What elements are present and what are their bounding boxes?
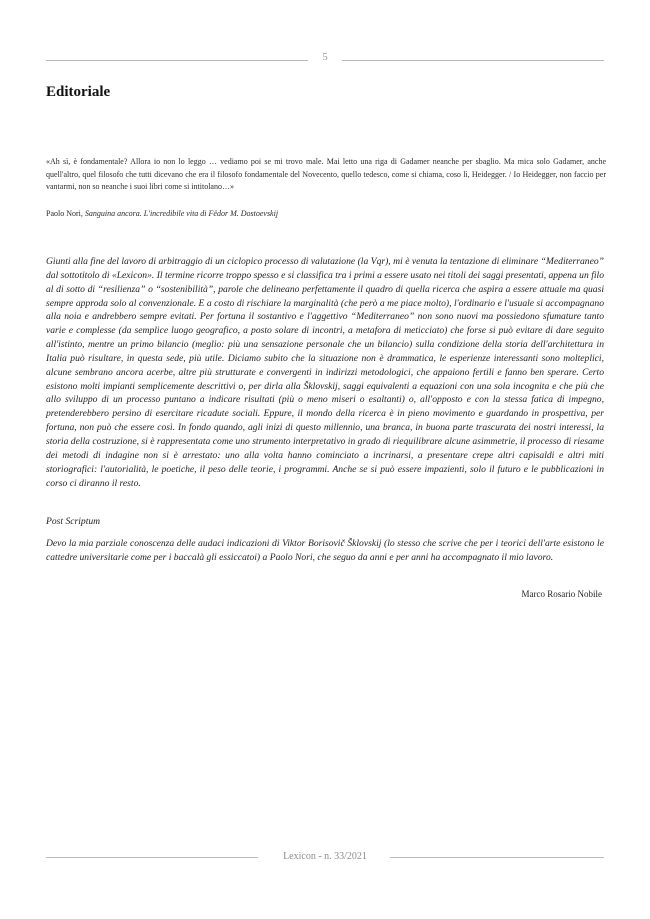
header-rule-right [342,60,604,61]
postscript-text: Devo la mia parziale conoscenza delle audaci indicazioni di Viktor Borisovič Šklovskij (lo stesso che scrive che per i teorici dell'arte esistono le cattedre universitarie come per i baccalà gli essiccatoi) a Paolo Nori, che seguo da anni e per anni ha accompagnato il mio lavoro. [46,538,604,563]
page-number: 5 [322,51,328,63]
postscript-heading: Post Scriptum [46,516,101,527]
page-title: Editoriale [46,84,111,100]
footer-journal-issue: Lexicon - n. 33/2021 [283,851,367,862]
footer-rule-left [46,857,258,858]
author-signature: Marco Rosario Nobile [521,589,602,599]
epigraph-book-title: Sanguina ancora. L'incredibile vita di Fëdor M. Dostoevskij [84,209,279,218]
epigraph-quote: «Ah sì, è fondamentale? Allora io non lo leggo … vediamo poi se mi trovo male. Mai letto una riga di Gadamer neanche per sbaglio. Ma mica solo Gadamer, anche quell'altro, quel filosofo che tutti dicevano che era il filosofo fondamentale del Novecento, quello tedesco, come si chiama, coso lì, Heidegger. / Io Heidegger, non faccio per vantarmi, non so neanche i suoi libri come si intitolano…» [46,157,606,191]
epigraph-source [46,208,606,219]
epigraph-author: Paolo Nori, [46,209,85,218]
editorial-body: Giunti alla fine del lavoro di arbitraggio di un ciclopico processo di valutazione (la Vqr), mi è venuta la tentazione di eliminare “Mediterraneo” dal sottotitolo di «Lexicon». Il termine ricorre troppo spesso e si classifica tra i primi a essere usato nei titoli dei saggi presentati, appena un filo al di sotto di “resilienza” o “sostenibilità”, parole che delineano perfettamente il quadro di quella ricerca che aspira a essere attuale ma quasi sempre approda solo al convenzionale. E a costo di rischiare la marginalità (che però a me piace molto), l'ordinario e l'usuale si accompagnano alla noia e andrebbero sempre evitati. Per fortuna il sostantivo e l'aggettivo “Mediterraneo” non sono nuovi ma possiedono sfumature tanto varie e complesse (da semplice luogo geografico, a posto solare di incontri, a metafora di meticciato) che forse si può evitare di dare seguito all'istinto, mentre un primo bilancio (meglio: più una sensazione personale che un bilancio) sulla condizione della storia dell'architettura in Italia può risultare, in questa sede, più utile. Diciamo subito che la situazione non è drammatica, le esperienze interessanti sono molteplici, alcune sembrano ancora acerbe, altre più strutturate e convergenti in indirizzi metodologici, che appaiono fertili e fanno ben sperare. Certo esistono molti impianti semplicemente descrittivi o, per dirla alla Šklovskij, saggi equivalenti a equazioni con una sola incognita e che più che allo sviluppo di un processo puntano a indicare risultati (più o meno miseri o esaltanti) o, all'opposto e con la stessa fatica di impegno, pretenderebbero persino di esercitare ricadute sociali. Eppure, il mondo della ricerca è in pieno movimento e guardando in prospettiva, per fortuna, non può che essere così. In fondo quando, agli inizi di questo millennio, una branca, in buona parte trascurata dei nostri interessi, la storia della costruzione, si è rappresentata come uno strumento interpretativo in grado di riequilibrare alcune asimmetrie, il processo di riesame dei metodi di indagine non si è arrestato: uno alla volta hanno cominciato a incrinarsi, a presentare crepe altri capisaldi e altri miti storiografici: l'autorialità, le poetiche, il peso delle teorie, i programmi. Anche se si può essere impazienti, solo il futuro e le pubblicazioni in corso ci diranno il resto. [46,256,604,489]
footer-rule-right [390,857,604,858]
header-rule-left [46,60,308,61]
